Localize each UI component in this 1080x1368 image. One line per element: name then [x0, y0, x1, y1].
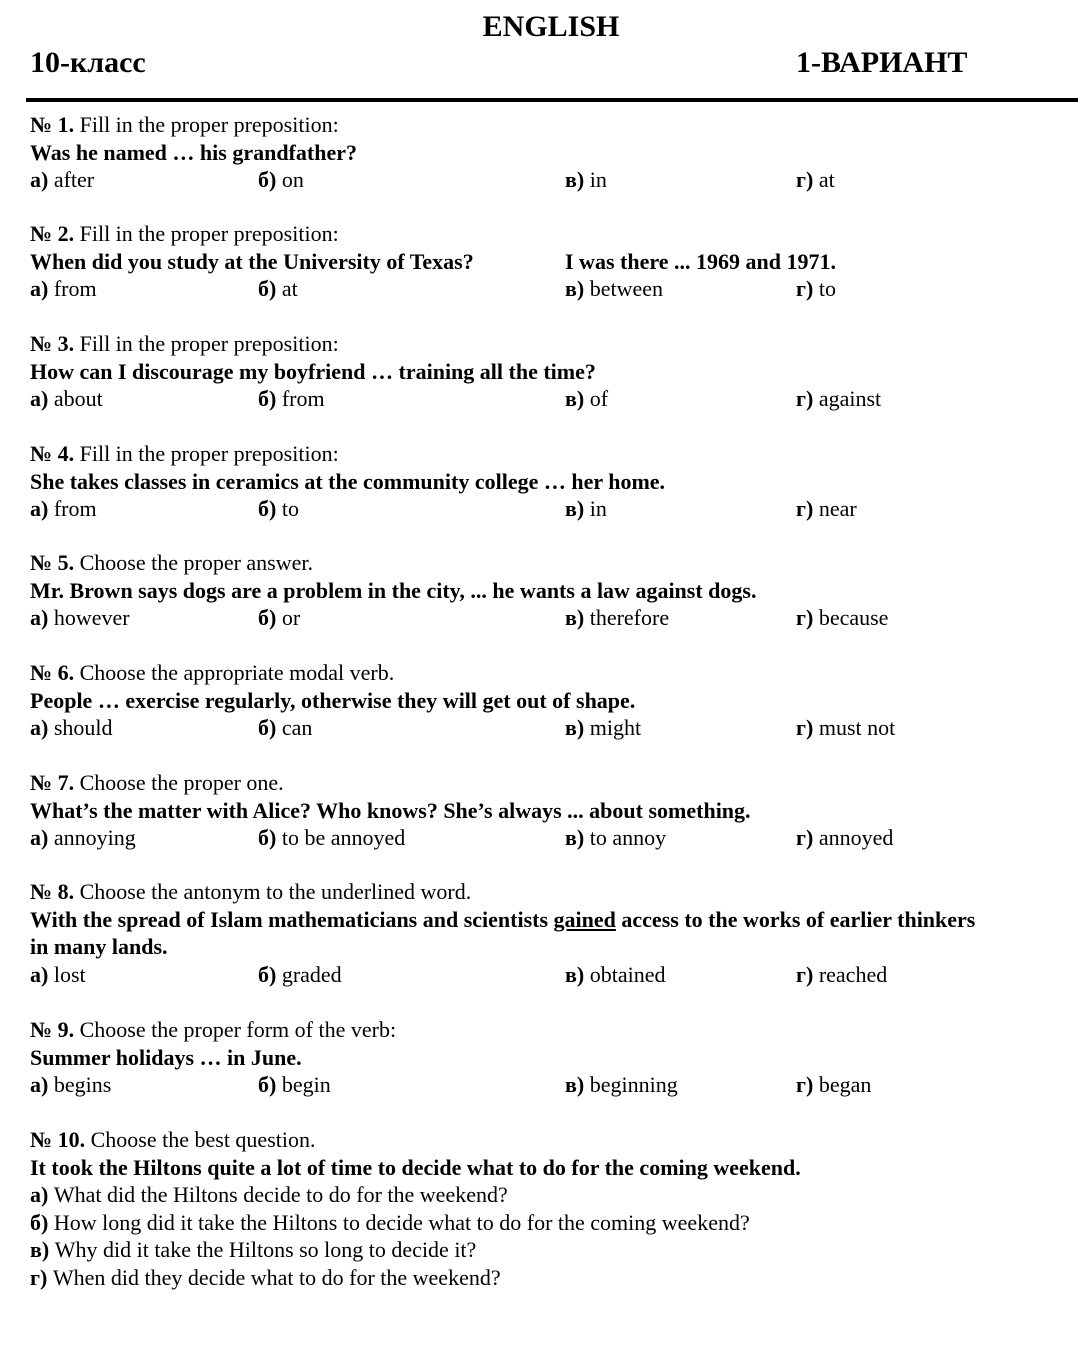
question-number: № 5.	[30, 550, 75, 575]
question-instruction: Choose the proper form of the verb:	[79, 1017, 397, 1042]
question-9	[30, 1016, 1070, 1099]
question-instruction: Choose the best question.	[90, 1127, 316, 1152]
option-b: б) on	[258, 167, 304, 192]
header-divider	[26, 98, 1078, 102]
option-c: в) in	[565, 496, 607, 521]
option-a: а) from	[30, 496, 97, 521]
option-b: б) can	[258, 715, 313, 740]
option-c: в) in	[565, 167, 607, 192]
question-stem: Mr. Brown says dogs are a problem in the city, ... he wants a law against dogs.	[30, 577, 757, 603]
question-instruction: Fill in the proper preposition:	[79, 441, 339, 466]
question-number: № 7.	[30, 770, 75, 795]
option-c: в) obtained	[565, 961, 666, 987]
answer-options	[30, 961, 1070, 989]
question-instruction: Choose the proper one.	[79, 770, 284, 795]
grade-label: 10-класс	[30, 46, 146, 79]
question-number: № 3.	[30, 331, 75, 356]
option-d: г) annoyed	[796, 825, 894, 850]
question-instruction: Choose the appropriate modal verb.	[79, 660, 395, 685]
question-stem: When did you study at the University of Texas?	[30, 248, 474, 274]
underlined-word: gained	[553, 906, 616, 932]
option-c: в) of	[565, 386, 609, 411]
answer-options	[30, 1071, 1070, 1099]
question-number: № 1.	[30, 112, 75, 137]
question-stem: She takes classes in ceramics at the community college … her home.	[30, 468, 666, 494]
option-b: б) or	[258, 605, 301, 630]
option-b: б) begin	[258, 1072, 331, 1097]
answer-options	[30, 714, 1070, 742]
question-1	[30, 111, 1070, 194]
question-5	[30, 549, 1070, 632]
option-b: б) to be annoyed	[258, 825, 406, 850]
option-d: г) against	[796, 386, 882, 411]
question-instruction: Choose the proper answer.	[79, 550, 313, 575]
question-instruction: Fill in the proper preposition:	[79, 331, 339, 356]
question-number: № 9.	[30, 1017, 75, 1042]
question-stem: Was he named … his grandfather?	[30, 139, 357, 165]
option-d: г) near	[796, 496, 857, 521]
option-a: а) lost	[30, 961, 86, 987]
option-c: в) might	[565, 715, 642, 740]
question-stem: What’s the matter with Alice? Who knows? She’s always ... about something.	[30, 797, 751, 823]
option-a: а) however	[30, 605, 130, 630]
question-stem: With the spread of Islam mathematicians and scientists gained access to the works of earlier thinkers	[30, 906, 976, 932]
option-b: б) from	[258, 386, 325, 411]
option-d: г) began	[796, 1072, 872, 1097]
answer-options	[30, 604, 1070, 632]
option-c: в) Why did it take the Hiltons so long to decide it?	[30, 1237, 477, 1262]
option-c: в) beginning	[565, 1072, 678, 1097]
variant-label: 1-ВАРИАНТ	[796, 46, 968, 79]
option-d: г) at	[796, 167, 835, 192]
option-d: г) reached	[796, 961, 888, 987]
question-stem: How can I discourage my boyfriend … training all the time?	[30, 358, 596, 384]
question-stem: It took the Hiltons quite a lot of time to decide what to do for the coming weekend.	[30, 1154, 801, 1180]
option-c: в) between	[565, 276, 664, 301]
option-c: в) to annoy	[565, 825, 667, 850]
question-stem-continued: in many lands.	[30, 934, 168, 959]
question-4	[30, 440, 1070, 523]
answer-options	[30, 166, 1070, 194]
option-a: а) about	[30, 386, 103, 411]
option-b: б) How long did it take the Hiltons to decide what to do for the coming weekend?	[30, 1209, 750, 1235]
option-a: а) should	[30, 715, 113, 740]
question-stem: Summer holidays … in June.	[30, 1044, 302, 1070]
option-a: а) after	[30, 167, 95, 192]
option-a: а) annoying	[30, 825, 136, 850]
question-instruction: Choose the antonym to the underlined word.	[79, 879, 472, 904]
option-d: г) to	[796, 276, 836, 301]
question-stem-b: I was there ... 1969 and 1971.	[565, 248, 836, 274]
option-c: в) therefore	[565, 605, 670, 630]
question-instruction: Fill in the proper preposition:	[79, 221, 339, 246]
question-6	[30, 659, 1070, 742]
answer-options	[30, 495, 1070, 523]
option-b: б) graded	[258, 961, 342, 987]
question-7	[30, 769, 1070, 852]
option-d: г) When did they decide what to do for the weekend?	[30, 1264, 501, 1290]
page-title: ENGLISH	[482, 10, 620, 43]
question-stem: People … exercise regularly, otherwise they will get out of shape.	[30, 687, 636, 713]
option-a: а) What did the Hiltons decide to do for the weekend?	[30, 1182, 508, 1207]
option-a: а) from	[30, 276, 97, 301]
question-number: № 4.	[30, 441, 75, 466]
question-number: № 6.	[30, 660, 75, 685]
question-instruction: Fill in the proper preposition:	[79, 112, 339, 137]
question-number: № 10.	[30, 1127, 86, 1152]
option-b: б) to	[258, 496, 299, 521]
question-2	[30, 220, 1070, 303]
answer-options	[30, 385, 1070, 413]
question-8	[30, 878, 1070, 988]
answer-options	[30, 275, 1070, 303]
question-number: № 2.	[30, 221, 75, 246]
option-d: г) must not	[796, 715, 896, 740]
option-b: б) at	[258, 276, 298, 301]
question-3	[30, 330, 1070, 413]
question-number: № 8.	[30, 879, 75, 904]
answer-options	[30, 824, 1070, 852]
option-a: а) begins	[30, 1072, 112, 1097]
question-10	[30, 1126, 1070, 1291]
option-d: г) because	[796, 605, 889, 630]
